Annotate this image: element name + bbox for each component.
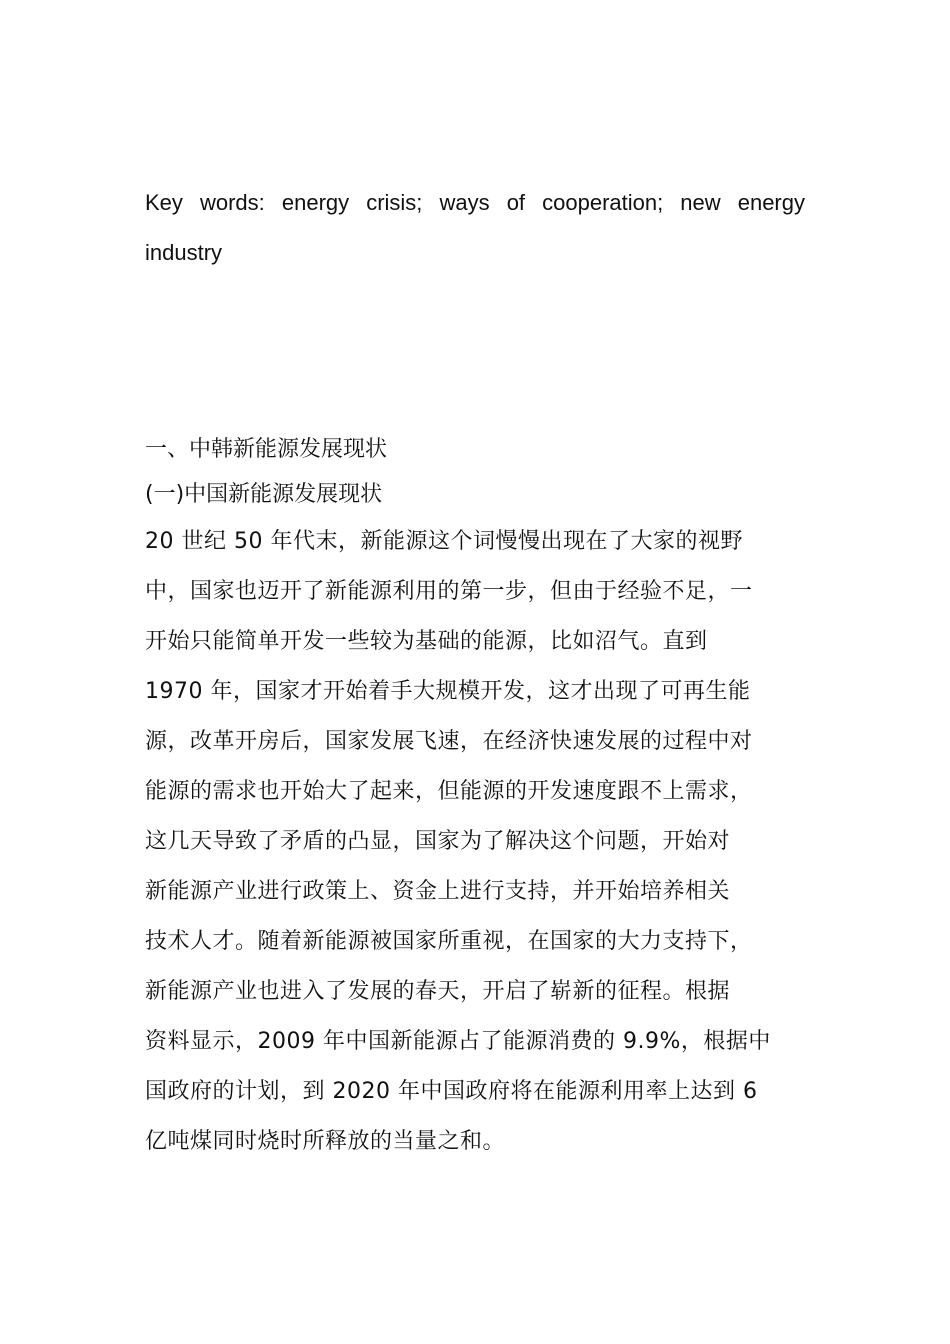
section-china-new-energy [145, 427, 825, 1167]
body-paragraph [145, 517, 815, 1167]
paragraph-line: 1970 年，国家才开始着手大规模开发，这才出现了可再生能 [145, 679, 751, 704]
paragraph-line: 资料显示，2009 年中国新能源占了能源消费的 9.9%，根据中 [145, 1029, 771, 1054]
paragraph-line: 中，国家也迈开了新能源利用的第一步，但由于经验不足，一 [145, 579, 753, 604]
paragraph-line: 亿吨煤同时烧时所释放的当量之和。 [145, 1129, 506, 1154]
subsection-heading: (一)中国新能源发展现状 [145, 482, 383, 507]
paragraph-line: 源，改革开房后，国家发展飞速，在经济快速发展的过程中对 [145, 729, 753, 754]
paragraph-line: 这几天导致了矛盾的凸显，国家为了解决这个问题，开始对 [145, 829, 731, 854]
paragraph-line: 新能源产业进行政策上、资金上进行支持，并开始培养相关 [145, 879, 731, 904]
paragraph-line: 能源的需求也开始大了起来，但能源的开发速度跟不上需求， [145, 779, 753, 804]
paragraph-line: 20 世纪 50 年代末，新能源这个词慢慢出现在了大家的视野 [145, 529, 743, 554]
section-heading: 一、中韩新能源发展现状 [145, 437, 388, 462]
keywords-paragraph: Key words: energy crisis; ways of cooperation; new energy industry [145, 190, 805, 265]
paragraph-line: 技术人才。随着新能源被国家所重视，在国家的大力支持下， [145, 929, 753, 954]
paragraph-line: 国政府的计划，到 2020 年中国政府将在能源利用率上达到 6 [145, 1079, 758, 1104]
paragraph-line: 开始只能简单开发一些较为基础的能源，比如沼气。直到 [145, 629, 708, 654]
paragraph-line: 新能源产业也进入了发展的春天，开启了崭新的征程。根据 [145, 979, 731, 1004]
